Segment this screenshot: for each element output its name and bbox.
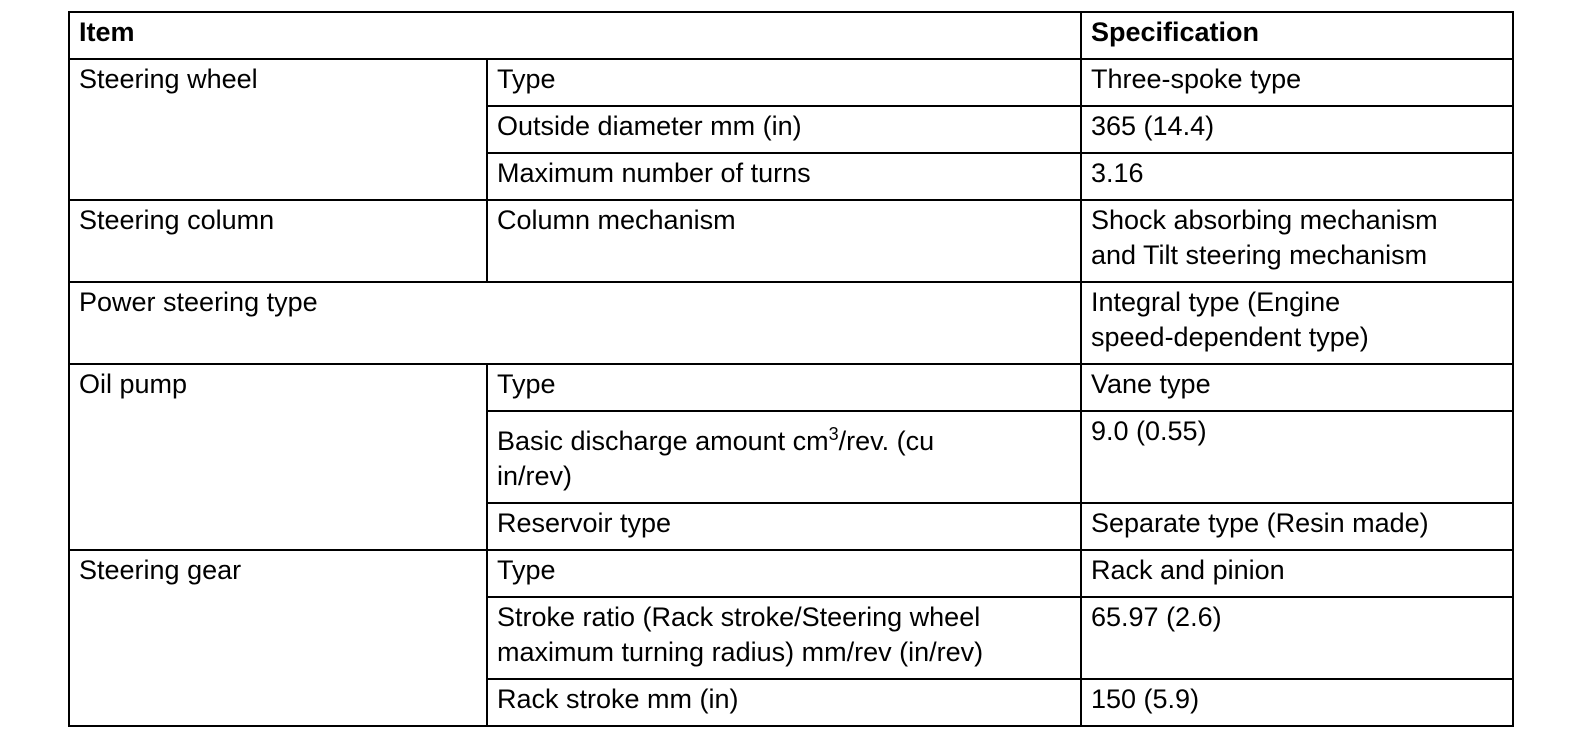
steering-gear-label: Steering gear [69,550,487,726]
power-steering-value [1081,282,1513,364]
oil-pump-reservoir-label: Reservoir type [487,503,1081,550]
oil-pump-label: Oil pump [69,364,487,550]
table-row [69,364,1513,411]
steering-wheel-turns-label: Maximum number of turns [487,153,1081,200]
oil-pump-discharge-value: 9.0 (0.55) [1081,411,1513,503]
mechanism-value-line1: Shock absorbing mechanism [1091,205,1438,235]
steering-column-mechanism-label: Column mechanism [487,200,1081,282]
header-item: Item [69,12,1081,59]
steering-column-mechanism-value [1081,200,1513,282]
oil-pump-type-label: Type [487,364,1081,411]
steering-wheel-label: Steering wheel [69,59,487,200]
steering-gear-stroke-ratio-label [487,597,1081,679]
stroke-ratio-label-line2: maximum turning radius) mm/rev (in/rev) [497,637,984,667]
stroke-ratio-label-line1: Stroke ratio (Rack stroke/Steering wheel [497,602,981,632]
steering-wheel-turns-value: 3.16 [1081,153,1513,200]
discharge-label-sup: 3 [828,424,839,444]
steering-wheel-type-label: Type [487,59,1081,106]
steering-gear-rack-stroke-label: Rack stroke mm (in) [487,679,1081,726]
header-row [69,12,1513,59]
steering-wheel-diameter-value: 365 (14.4) [1081,106,1513,153]
specification-table [68,11,1514,727]
steering-wheel-diameter-label: Outside diameter mm (in) [487,106,1081,153]
power-steering-value-line2: speed-dependent type) [1091,322,1369,352]
steering-gear-type-value: Rack and pinion [1081,550,1513,597]
oil-pump-reservoir-value: Separate type (Resin made) [1081,503,1513,550]
table-row [69,59,1513,106]
steering-gear-type-label: Type [487,550,1081,597]
discharge-label-part1: Basic discharge amount cm [497,426,829,456]
mechanism-value-line2: and Tilt steering mechanism [1091,240,1428,270]
oil-pump-type-value: Vane type [1081,364,1513,411]
header-specification: Specification [1081,12,1513,59]
discharge-label-part2: /rev. (cu [838,426,935,456]
power-steering-label: Power steering type [69,282,1081,364]
table-row [69,550,1513,597]
steering-column-label: Steering column [69,200,487,282]
steering-wheel-type-value: Three-spoke type [1081,59,1513,106]
table-row [69,200,1513,282]
steering-gear-rack-stroke-value: 150 (5.9) [1081,679,1513,726]
oil-pump-discharge-label [487,411,1081,503]
discharge-label-line2: in/rev) [497,461,573,491]
steering-gear-stroke-ratio-value: 65.97 (2.6) [1081,597,1513,679]
power-steering-value-line1: Integral type (Engine [1091,287,1341,317]
table-row [69,282,1513,364]
